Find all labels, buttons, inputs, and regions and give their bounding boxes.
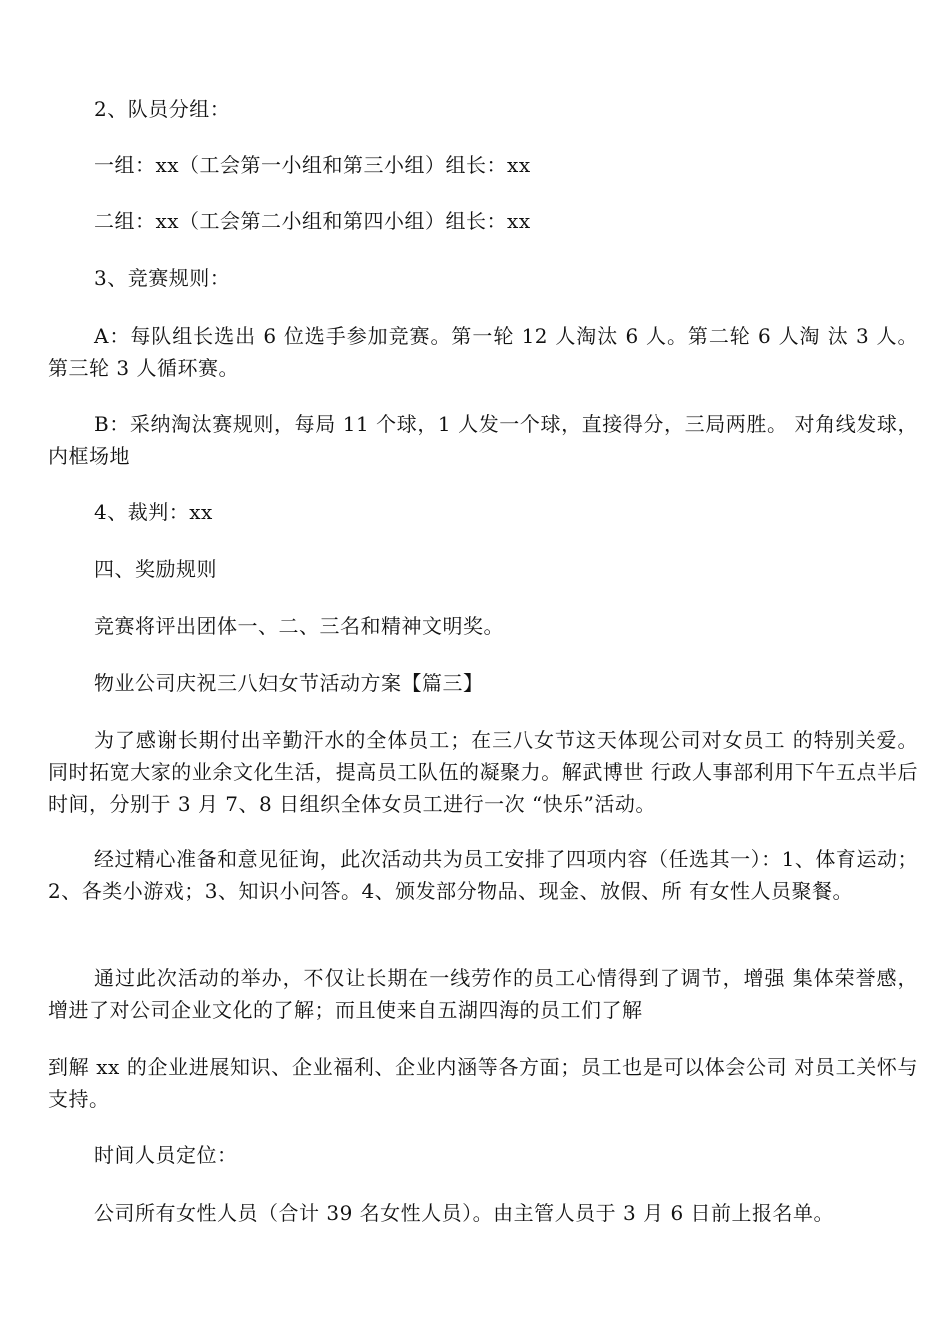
paragraph-referee: 4、裁判：xx [94, 500, 213, 524]
paragraph-reward-heading: 四、奖励规则 [94, 557, 217, 581]
paragraph-section-title: 物业公司庆祝三八妇女节活动方案【篇三】 [94, 671, 484, 695]
paragraph-participants: 公司所有女性人员（合计 39 名女性人员）。由主管人员于 3 月 6 日前上报名单。 [94, 1201, 835, 1225]
paragraph-time-personnel-heading: 时间人员定位： [94, 1143, 238, 1167]
paragraph-group-one: 一组：xx（工会第一小组和第三小组）组长：xx [94, 153, 531, 177]
paragraph-rules-heading: 3、竞赛规则： [94, 266, 231, 290]
paragraph-rule-b: B：采纳淘汰赛规则，每局 11 个球，1 人发一个球，直接得分，三局两胜。 对角线发球，内框场地 [48, 412, 918, 468]
paragraph-purpose: 为了感谢长期付出辛勤汗水的全体员工；在三八女节这天体现公司对女员工 的特别关爱。同时拓宽大家的业余文化生活，提高员工队伍的凝聚力。解武博世 行政人事部利用下午五点半后时间，分别于 3 月 7、8 日组织全体女员工进行一次 “快乐”活动。 [48, 728, 918, 816]
paragraph-team-grouping-heading: 2、队员分组： [94, 97, 231, 121]
paragraph-rule-a: A：每队组长选出 6 位选手参加竞赛。第一轮 12 人淘汰 6 人。第二轮 6 人淘 汰 3 人。第三轮 3 人循环赛。 [48, 324, 918, 380]
paragraph-results-continued: 到解 xx 的企业进展知识、企业福利、企业内涵等各方面；员工也是可以体会公司 对员工关怀与支持。 [48, 1055, 918, 1111]
paragraph-activities: 经过精心准备和意见征询，此次活动共为员工安排了四项内容（任选其一）：1、体育运动；2、各类小游戏；3、知识小问答。4、颁发部分物品、现金、放假、所 有女性人员聚餐。 [48, 847, 918, 903]
paragraph-results: 通过此次活动的举办，不仅让长期在一线劳作的员工心情得到了调节，增强 集体荣誉感，增进了对公司企业文化的了解；而且使来自五湖四海的员工们了解 [48, 966, 918, 1022]
paragraph-group-two: 二组：xx（工会第二小组和第四小组）组长：xx [94, 209, 531, 233]
paragraph-reward-detail: 竞赛将评出团体一、二、三名和精神文明奖。 [94, 614, 504, 638]
